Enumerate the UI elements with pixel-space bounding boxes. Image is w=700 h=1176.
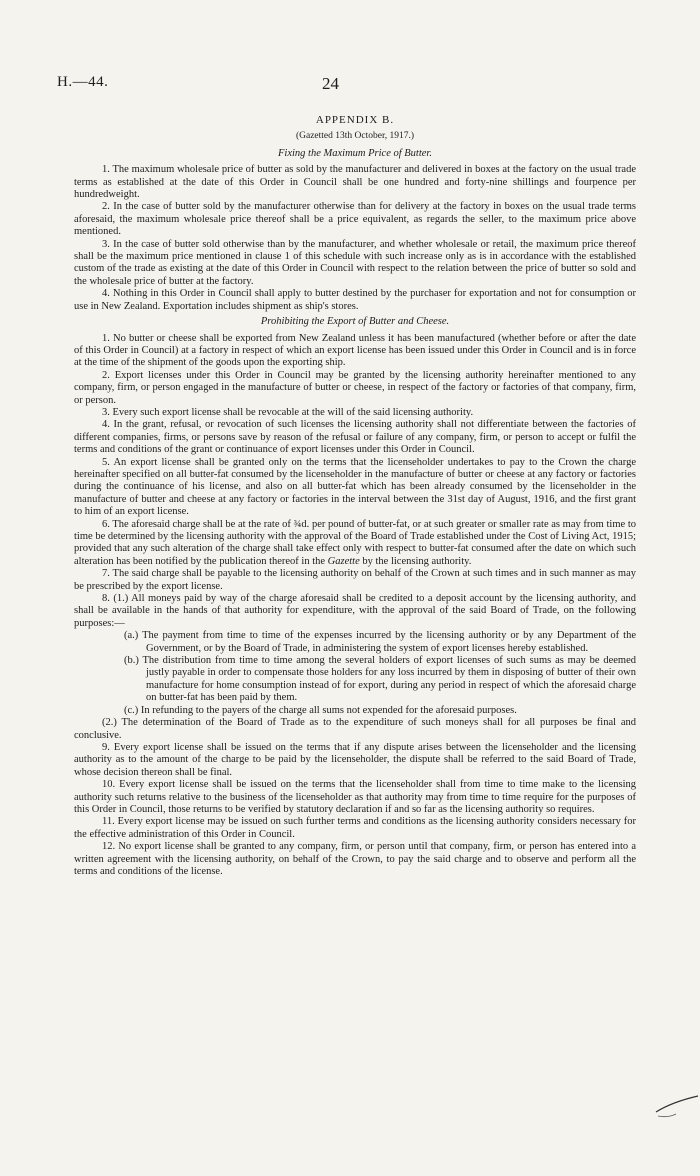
paragraph-8: 8. (1.) All moneys paid by way of the charge aforesaid shall be credited to a deposit account by the licensing authority, and shall be available in the hands of that authority for expenditure, with the approval of the said Board of Trade, on the following purposes:— (74, 593, 636, 629)
paragraph-6-text: 6. The aforesaid charge shall be at the rate of ¾d. per pound of butter-fat, or at such greater or smaller rate as may from time to time be determined by the licensing authority with the approval of the Board of Trade established under the Cost of Living Act, 1915; provided that any such alteration of the charge shall take effect only with respect to butter-fat consumed after the date on which such alteration has been notified by the publication thereof in the (74, 518, 636, 567)
document-body (74, 114, 636, 878)
paragraph: 3. In the case of butter sold otherwise than by the manufacturer, and whether wholesale or retail, the maximum price thereof shall be the maximum price mentioned in clause 1 of this schedule with such increase only as is in accordance with the established custom of the trade as existing at the date of this Order in Council with respect to the relation between the price of butter so sold and the wholesale price of butter at the factory. (74, 238, 636, 287)
paragraph: 11. Every export license may be issued on such further terms and conditions as the licensing authority considers necessary for the effective administration of this Order in Council. (74, 816, 636, 840)
gazette-reference: Gazette (327, 555, 360, 567)
paragraph: 4. In the grant, refusal, or revocation of such licenses the licensing authority shall not differentiate between the factories of different companies, firms, or persons save by reason of the refusal or failure of any company, firm, or person to accept or fulfil the terms and conditions of the grant or continuance of export licenses under this Order in Council. (74, 419, 636, 456)
paragraph-7: 7. The said charge shall be payable to the licensing authority on behalf of the Crown at such times and in such manner as may be prescribed by the export license. (74, 568, 636, 592)
paragraph: 3. Every such export license shall be revocable at the will of the said licensing authority. (102, 406, 474, 418)
sub-item-b: (b.) The distribution from time to time among the several holders of export licenses of such sums as may be deemed justly payable in order to compensate those holders for any loss incurred by them in disposing of butter of their own manufacture for home consumption instead of for export, during any period in respect of which the aforesaid charge on butter-fat has been paid by them. (124, 655, 636, 704)
section-heading-max-price: Fixing the Maximum Price of Butter. (278, 147, 432, 159)
section-heading-export: Prohibiting the Export of Butter and Cheese. (260, 316, 450, 328)
paragraph: 5. An export license shall be granted only on the terms that the licenseholder undertakes to pay to the Crown the charge hereinafter specified on all butter-fat consumed by the licenseholder in the manufacture of butter or cheese at any factory or factories during the continuance of his license, and also on all butter-fat which has been already consumed by the licenseholder in the manufacture of butter and cheese at any factory or factories in the interval between the 31st day of August, 1916, and the first grant to him of an export license. (74, 456, 636, 518)
paragraph: 1. The maximum wholesale price of butter as sold by the manufacturer and delivered in boxes at the factory on the usual trade terms as established at the date of this Order in Council shall be one hundred and forty-nine shillings and fourpence per hundredweight. (74, 164, 636, 201)
paragraph-6 (74, 519, 636, 569)
paragraph: 2. Export licenses under this Order in Council may be granted by the licensing authority hereinafter mentioned to any company, firm, or person engaged in the manufacture of butter or cheese, in respect of the factory or factories of that company, firm, or person. (74, 369, 636, 406)
appendix-title: APPENDIX B. (315, 114, 395, 126)
page-number: 24 (322, 74, 339, 93)
paragraph: 9. Every export license shall be issued on the terms that if any dispute arises between the licenseholder and the licensing authority as to the amount of the charge to be paid by the licenseholder, the dispute shall be referred to the said Board of Trade, whose decision thereon shall be final. (74, 741, 636, 778)
gazette-date: (Gazetted 13th October, 1917.) (295, 131, 415, 142)
page-reference: H.—44. (57, 74, 109, 90)
margin-mark (650, 1086, 700, 1126)
paragraph: 4. Nothing in this Order in Council shall apply to butter destined by the purchaser for exportation and not for consumption or use in New Zealand. Exportation includes shipment as ship's stores. (74, 288, 636, 312)
sub-item-a: (a.) The payment from time to time of the expenses incurred by the licensing authority or by any Department of the Government, or by the Board of Trade, in administering the system of export licenses hereby established. (124, 630, 636, 654)
paragraph-6-end: by the licensing authority. (359, 555, 472, 567)
sub-item-c: (c.) In refunding to the payers of the charge all sums not expended for the aforesaid purposes. (124, 704, 517, 716)
paragraph: 10. Every export license shall be issued on the terms that the licenseholder shall from time to time make to the licensing authority such returns relative to the business of the licenseholder as that authority may from time to time require for the purposes of this Order in Council, those returns to be verified by statutory declaration if and so far as the licensing authority so requires. (74, 779, 636, 815)
paragraph: (2.) The determination of the Board of Trade as to the expenditure of such moneys shall for all purposes be final and conclusive. (74, 717, 636, 741)
paragraph: 2. In the case of butter sold by the manufacturer otherwise than for delivery at the factory in boxes on the usual trade terms aforesaid, the maximum wholesale price thereof shall be a price equivalent, as regards the seller, to the maximum price above mentioned. (74, 201, 636, 238)
paragraph: 12. No export license shall be granted to any company, firm, or person until that company, firm, or person has entered into a written agreement with the licensing authority, on behalf of the Crown, to pay the said charge and to observe and perform all the terms and conditions of the license. (74, 841, 636, 877)
paragraph: 1. No butter or cheese shall be exported from New Zealand unless it has been manufactured (whether before or after the date of this Order in Council) at a factory in respect of which an export license has been issued under this Order in Council and is in force at the time of the shipment of the goods upon the exporting ship. (74, 332, 636, 369)
